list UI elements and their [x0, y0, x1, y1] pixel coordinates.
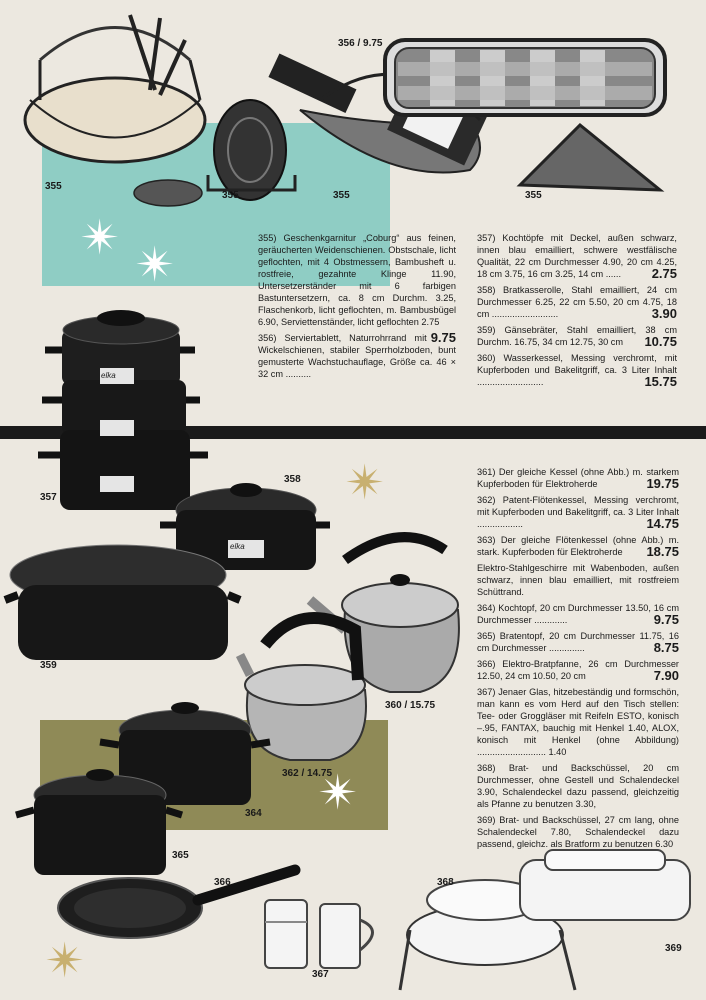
sparkle-star-icon: ✴	[135, 239, 176, 292]
item-355-description: 355) Geschenkgarnitur „Coburg“ aus feinen, geräucherten Weidenschienen. Obstschale, licht geflochten, mit 4 Obstmessern, Bambusheft u. rostfreie, gezahnte Klinge 11.90, Untersetzerständer mit 6 farbigen Bastuntersetzern, ca. 8 cm Durchm. 3.25, Flaschenkorb, licht geflochten, m. Bambusbügel 6.90, Serviettenständer, licht geflochten 2.75	[258, 233, 456, 327]
item-356-description: 9.75 356) Serviertablett, Naturrohrrand mit Wickelschienen, stabiler Sperrholzboden, bunt gemusterte Wachstuchauflage, Größe ca. 46 × 32 cm ..........	[258, 330, 456, 379]
item-362-description: 362) Patent-Flötenkessel, Messing verchromt, mit Kupferboden und Bakelitgriff, ca. 3 Liter Inhalt .................. 14.75	[477, 495, 679, 531]
item-number-label: 369	[665, 943, 682, 954]
item-number-label: 355	[525, 190, 542, 201]
sparkle-star-icon: ✴	[80, 212, 121, 265]
item-number-label: 368	[437, 877, 454, 888]
item-number-label: 362 / 14.75	[282, 768, 333, 779]
item-366-description: 366) Elektro-Bratpfanne, 26 cm Durchmesser 12.50, 24 cm 10.50, 20 cm 7.90	[477, 659, 679, 683]
item-number-label: 359	[40, 660, 57, 671]
description-column-bottom-right	[477, 466, 679, 854]
item-360-description: 360) Wasserkessel, Messing verchromt, mit Kupferboden und Bakelitgriff, ca. 3 Liter Inhalt .......................... 15.75	[477, 353, 677, 389]
description-column-top-right	[477, 232, 677, 392]
item-368-description: 368) Brat- und Backschüssel, 20 cm Durchmesser, ohne Gestell und Schalendeckel 3.90, Schalendeckel dazu passend, gleichzeitig als Pfanne zu benutzen 3.30,	[477, 763, 679, 809]
item-number-label: 355	[333, 190, 350, 201]
item-number-label: 356 / 9.75	[338, 38, 383, 49]
item-367-description: 367) Jenaer Glas, hitzebeständig und formschön, man kann es vom Herd auf den Tisch stellen: Tee- oder Groggläser mit Reifeln ESTO, konisch –.95, FANTAX, bauchig mit Henkel 1.40, ALOX, konisch mit Henkel (ohne Abbildung) ........................... 1.40	[477, 687, 679, 757]
item-number-label: 367	[312, 969, 329, 980]
item-361-description: 361) Der gleiche Kessel (ohne Abb.) m. starkem Kupferboden für Elektroherde 19.75	[477, 467, 679, 491]
elka-logo: elka	[101, 371, 116, 380]
price: 9.75	[430, 330, 456, 345]
item-357-description: 357) Kochtöpfe mit Deckel, außen schwarz, innen blau emailliert, schwere westfälische Qualität, 22 cm Durchmesser 4.90, 20 cm 4.25, 18 cm 3.75, 16 cm 3.25, 14 cm ...... 2.75	[477, 233, 677, 281]
item-number-label: 355	[222, 190, 239, 201]
item-number-label: 357	[40, 492, 57, 503]
sparkle-star-icon: ✴	[345, 457, 386, 510]
item-364-description: 364) Kochtopf, 20 cm Durchmesser 13.50, 16 cm Durchmesser ............. 9.75	[477, 603, 679, 627]
sparkle-star-icon: ✴	[45, 935, 86, 988]
item-number-label: 365	[172, 850, 189, 861]
description-column-top-left	[258, 232, 456, 384]
item-number-label: 355	[45, 181, 62, 192]
item-358-description: 358) Bratkasserolle, Stahl emailliert, 24 cm Durchmesser 6.25, 22 cm 5.50, 20 cm 4.75, 18 cm .......................... 3.90	[477, 285, 677, 321]
item-369-description: 369) Brat- und Backschüssel, 27 cm lang, ohne Schalendeckel 7.80, Schalendeckel dazu passend, gleichz. als Bratform zu benutzen 6.30	[477, 815, 679, 849]
item-number-label: 366	[214, 877, 231, 888]
item-number-label: 364	[245, 808, 262, 819]
item-359-description: 359) Gänsebräter, Stahl emailliert, 38 cm Durchm. 16.75, 34 cm 12.75, 30 cm 10.75	[477, 325, 677, 349]
elektro-stahlgeschirre-description: Elektro-Stahlgeschirre mit Wabenboden, außen schwarz, innen blau emailliert, mit rostfreiem Schüttrand.	[477, 563, 679, 597]
item-363-description: 363) Der gleiche Flötenkessel (ohne Abb.) m. stark. Kupferboden für Elektroherde 18.75	[477, 535, 679, 559]
item-number-label: 360 / 15.75	[385, 700, 436, 711]
item-365-description: 365) Bratentopf, 20 cm Durchmesser 11.75, 16 cm Durchmesser .............. 8.75	[477, 631, 679, 655]
sparkle-star-icon: ✴	[318, 767, 359, 820]
item-number-label: 358	[284, 474, 301, 485]
elka-logo: elka	[230, 542, 245, 551]
